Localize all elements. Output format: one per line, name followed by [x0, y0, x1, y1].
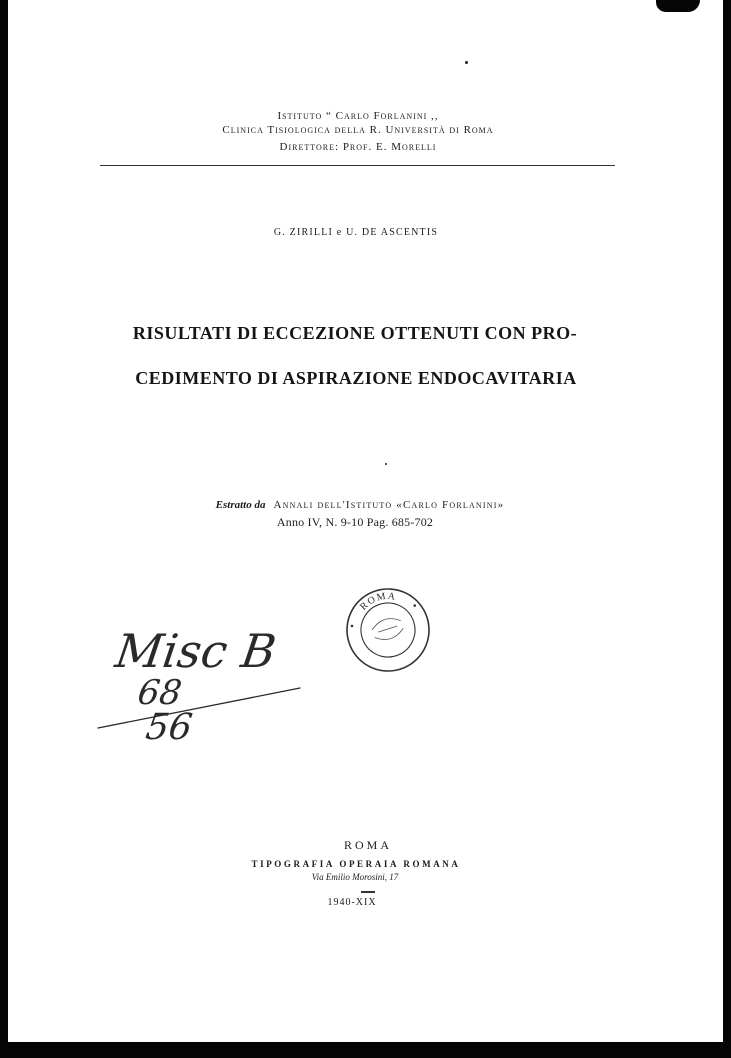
offprint-prefix: Estratto da — [215, 499, 266, 511]
scan-edge-left — [0, 0, 8, 1058]
director-name: Direttore: Prof. E. Morelli — [279, 141, 437, 153]
imprint-address: Via Emilio Morosini, 17 — [311, 872, 399, 882]
offprint-issue: Anno IV, N. 9-10 Pag. 685-702 — [276, 515, 434, 529]
scan-speck — [465, 61, 468, 64]
offprint-journal: Annali dell'Istituto «Carlo Forlanini» — [273, 499, 505, 511]
imprint-year: 1940-XIX — [327, 897, 377, 908]
institute-name: Istituto “ Carlo Forlanini ,, — [277, 110, 439, 122]
handwritten-number-2: 56 — [143, 707, 195, 748]
title-line-1: RISULTATI DI ECCEZIONE OTTENUTI CON PRO- — [132, 323, 578, 343]
scan-speck — [385, 463, 387, 465]
handwritten-stroke — [90, 680, 310, 740]
offprint-source-line — [60, 500, 660, 511]
clinic-name: Clinica Tisiologica della R. Università di Roma — [222, 124, 494, 136]
library-stamp — [343, 585, 433, 675]
imprint-dash — [361, 891, 375, 893]
stamp-text: ROMA — [358, 590, 398, 613]
header-rule — [100, 165, 615, 166]
handwritten-line — [98, 688, 300, 728]
imprint-printer: TIPOGRAFIA OPERAIA ROMANA — [251, 859, 461, 869]
authors: G. ZIRILLI e U. DE ASCENTIS — [273, 227, 439, 238]
handwritten-number-1: 68 — [135, 673, 185, 713]
scan-edge-bottom — [0, 1042, 731, 1058]
scan-blot-top-right — [656, 0, 700, 12]
stamp-emblem — [370, 615, 405, 643]
handwritten-shelfmark: Misc B — [112, 624, 280, 678]
title-line-2: CEDIMENTO DI ASPIRAZIONE ENDOCAVITARIA — [135, 368, 577, 388]
stamp-dot — [350, 624, 353, 627]
imprint-city: ROMA — [343, 838, 392, 852]
stamp-dot — [413, 604, 416, 607]
scan-edge-right — [723, 0, 731, 1058]
